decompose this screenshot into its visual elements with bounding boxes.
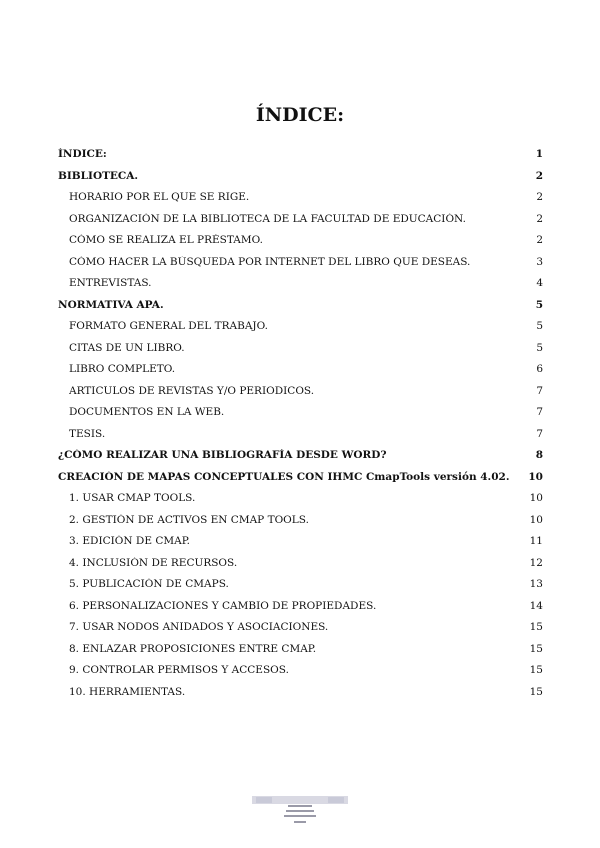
toc-entry-page: 5 bbox=[535, 298, 543, 311]
toc-entry[interactable] bbox=[58, 148, 543, 170]
toc-entry-page: 5 bbox=[536, 320, 543, 332]
toc-entry-page: 6 bbox=[536, 363, 543, 375]
toc-entry-page: 2 bbox=[536, 191, 543, 203]
toc-entry-label: ¿CÓMO REALIZAR UNA BIBLIOGRAFÍA DESDE WORD? bbox=[58, 449, 387, 461]
toc-entry-label: BIBLIOTECA. bbox=[58, 169, 139, 182]
toc-entry-page: 14 bbox=[529, 599, 543, 612]
toc-entry-label: ENTREVISTAS. bbox=[69, 277, 152, 289]
toc-entry-label: FORMATO GENERAL DEL TRABAJO. bbox=[69, 320, 268, 332]
toc-entry-page: 10 bbox=[529, 492, 543, 504]
toc-entry[interactable] bbox=[58, 449, 543, 471]
toc-entry-page: 2 bbox=[535, 169, 543, 182]
toc-entry-label: HORARIO POR EL QUE SE RIGE. bbox=[69, 191, 250, 203]
institution-logo-icon bbox=[252, 796, 348, 828]
toc-entry-page: 12 bbox=[529, 556, 543, 569]
toc-entry-label: 5. PUBLICACIÓN DE CMAPS. bbox=[69, 578, 229, 590]
toc-entry-label: TESIS. bbox=[69, 427, 106, 440]
toc-entry-page: 15 bbox=[529, 685, 543, 698]
toc-entry[interactable] bbox=[58, 385, 543, 407]
toc-entry-label: ORGANIZACIÓN DE LA BIBLIOTECA DE LA FACULTAD DE EDUCACIÓN. bbox=[69, 212, 466, 225]
toc-entry-label: CÓMO SE REALIZA EL PRÉSTAMO. bbox=[69, 234, 263, 246]
toc-entry-page: 4 bbox=[536, 277, 543, 289]
toc-entry[interactable] bbox=[58, 406, 543, 428]
toc-entry-page: 2 bbox=[536, 212, 543, 225]
toc-entry-page: 13 bbox=[529, 578, 543, 590]
toc-entry-label: 1. USAR CMAP TOOLS. bbox=[69, 492, 196, 504]
toc-entry-label: NORMATIVA APA. bbox=[58, 298, 164, 311]
toc-entry[interactable] bbox=[58, 363, 543, 385]
toc-entry-page: 15 bbox=[529, 621, 543, 633]
toc-entry-page: 15 bbox=[529, 642, 543, 655]
toc-entry[interactable] bbox=[58, 643, 543, 665]
toc-entry-label: LIBRO COMPLETO. bbox=[69, 363, 176, 375]
toc-entry-label: CREACIÓN DE MAPAS CONCEPTUALES CON IHMC CmapTools versión 4.02. bbox=[58, 470, 510, 483]
toc-entry-page: 3 bbox=[536, 255, 543, 268]
page-title: ÍNDICE: bbox=[255, 104, 345, 126]
toc-entry[interactable] bbox=[58, 277, 543, 299]
toc-entry[interactable] bbox=[58, 170, 543, 192]
toc-entry-label: 3. EDICIÓN DE CMAP. bbox=[69, 535, 190, 547]
toc-entry[interactable] bbox=[58, 514, 543, 536]
toc-entry[interactable] bbox=[58, 428, 543, 450]
toc-entry-label: 10. HERRAMIENTAS. bbox=[69, 685, 186, 698]
toc-entry[interactable] bbox=[58, 342, 543, 364]
toc-entry[interactable] bbox=[58, 621, 543, 643]
logo-graphic bbox=[252, 796, 348, 828]
toc-entry[interactable] bbox=[58, 256, 543, 278]
toc-entry-page: 11 bbox=[529, 535, 543, 547]
toc-entry-label: ARTICULOS DE REVISTAS Y/O PERIODICOS. bbox=[69, 384, 315, 397]
toc-entry[interactable] bbox=[58, 557, 543, 579]
toc-entry-label: CÓMO HACER LA BÚSQUEDA POR INTERNET DEL LIBRO QUE DESEAS. bbox=[69, 255, 471, 268]
toc-entry-page: 8 bbox=[535, 449, 543, 461]
toc-entry-label: DOCUMENTOS EN LA WEB. bbox=[69, 406, 225, 418]
toc-entry[interactable] bbox=[58, 578, 543, 600]
toc-entry[interactable] bbox=[58, 299, 543, 321]
toc-entry-page: 7 bbox=[536, 427, 543, 440]
toc-entry[interactable] bbox=[58, 664, 543, 686]
toc-entry-label: 2. GESTIÓN DE ACTIVOS EN CMAP TOOLS. bbox=[69, 513, 309, 526]
toc-entry-label: 7. USAR NODOS ANIDADOS Y ASOCIACIONES. bbox=[69, 621, 329, 633]
toc-entry-page: 1 bbox=[535, 148, 543, 160]
toc-entry[interactable] bbox=[58, 600, 543, 622]
toc-entry-label: 6. PERSONALIZACIONES Y CAMBIO DE PROPIEDADES. bbox=[69, 599, 377, 612]
toc-entry-page: 10 bbox=[529, 513, 543, 526]
toc-entry-label: 9. CONTROLAR PERMISOS Y ACCESOS. bbox=[69, 664, 289, 676]
toc-entry[interactable] bbox=[58, 686, 543, 708]
toc-entry-label: 8. ENLAZAR PROPOSICIONES ENTRE CMAP. bbox=[69, 642, 317, 655]
toc-entry-page: 5 bbox=[536, 341, 543, 354]
toc-entry[interactable] bbox=[58, 320, 543, 342]
toc-entry-page: 2 bbox=[536, 234, 543, 246]
toc-entry[interactable] bbox=[58, 535, 543, 557]
toc-entry[interactable] bbox=[58, 492, 543, 514]
toc-entry-label: 4. INCLUSIÓN DE RECURSOS. bbox=[69, 556, 238, 569]
toc-entry-page: 7 bbox=[536, 406, 543, 418]
table-of-contents bbox=[58, 148, 543, 707]
toc-entry-page: 10 bbox=[528, 470, 543, 483]
toc-entry[interactable] bbox=[58, 191, 543, 213]
toc-entry-label: CITAS DE UN LIBRO. bbox=[69, 341, 185, 354]
toc-entry-label: ÍNDICE: bbox=[58, 148, 107, 160]
toc-entry-page: 7 bbox=[536, 384, 543, 397]
toc-entry[interactable] bbox=[58, 471, 543, 493]
toc-entry-page: 15 bbox=[529, 664, 543, 676]
toc-entry[interactable] bbox=[58, 234, 543, 256]
toc-entry[interactable] bbox=[58, 213, 543, 235]
